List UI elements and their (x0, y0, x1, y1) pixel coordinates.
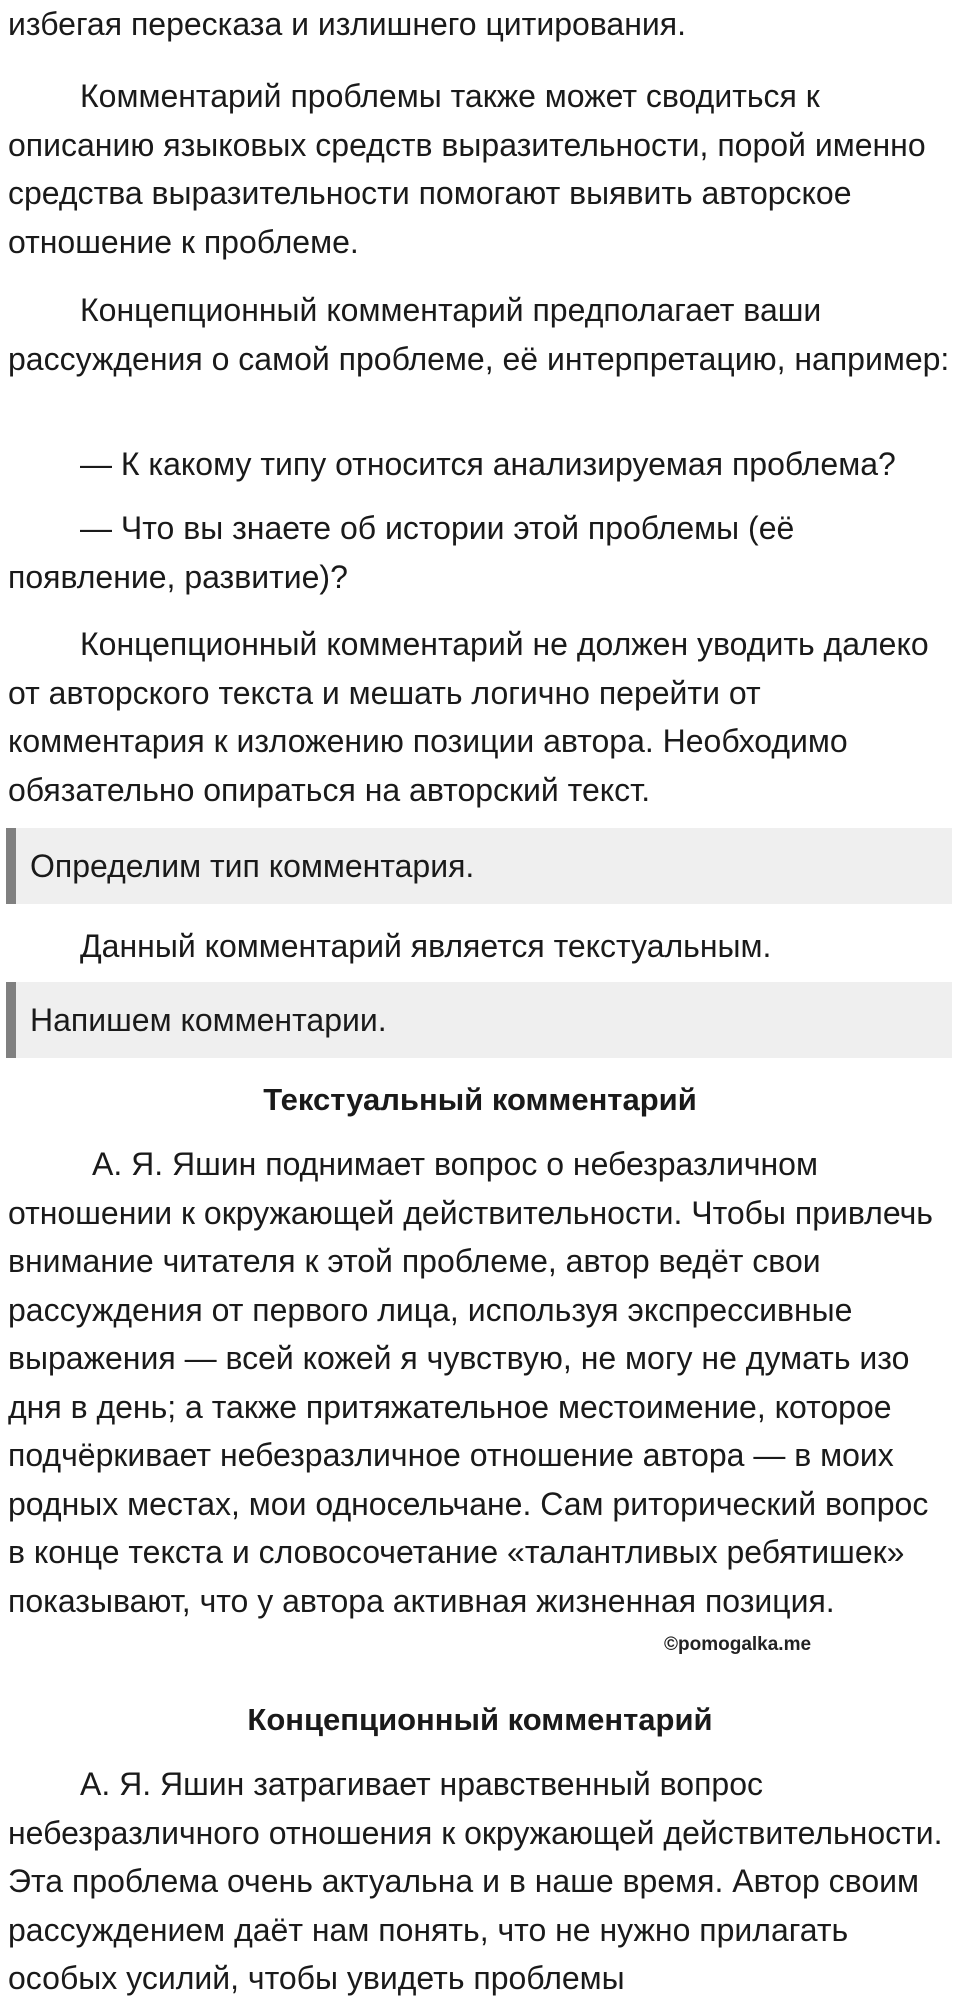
watermark: ©pomogalka.me (664, 1634, 812, 1655)
paragraph-textual-comment: А. Я. Яшин поднимает вопрос о небезразличном отношении к окружающей действительности. Чтобы привлечь внимание читателя к этой проблеме, автор ведёт свои рассуждения от первого лица, используя экспрессивные выражения — всей кожей я чувствую, не могу не думать изо дня в день; а также притяжательное местоимение, которое подчёркивает небезразличное отношение автора — в моих родных местах, мои односельчане. Сам риторический вопрос в конце текста и словосочетание «талантливых ребятишек» показывают, что у автора активная жизненная позиция. (8, 1146, 933, 1619)
list-item-question-history: — Что вы знаете об истории этой проблемы (её появление, развитие)? (8, 510, 795, 595)
heading-conceptual-comment: Концепционный комментарий (247, 1702, 713, 1737)
paragraph-intro-tail: избегая пересказа и излишнего цитирования. (8, 6, 686, 42)
paragraph-conceptual-comment: А. Я. Яшин затрагивает нравственный вопрос небезразличного отношения к окружающей действительности. Эта проблема очень актуальна и в наше время. Автор своим рассуждением даёт нам понять, что не нужно прилагать особых усилий, чтобы увидеть проблемы (8, 1766, 943, 1996)
callout-comment-type (6, 828, 952, 904)
paragraph-comment-is-textual: Данный комментарий является текстуальным. (80, 928, 772, 964)
heading-textual-comment: Текстуальный комментарий (263, 1082, 697, 1117)
list-item-question-type: — К какому типу относится анализируемая проблема? (80, 446, 896, 482)
paragraph-conceptual-rules: Концепционный комментарий не должен уводить далеко от авторского текста и мешать логично перейти от комментария к изложению позиции автора. Необходимо обязательно опираться на авторский текст. (8, 626, 929, 808)
callout-comment-type-text: Определим тип комментария. (30, 847, 475, 884)
callout-write-comments-text: Напишем комментарии. (30, 1001, 387, 1038)
paragraph-conceptual-definition: Концепционный комментарий предполагает ваши рассуждения о самой проблеме, её интерпретацию, например: (8, 292, 950, 377)
callout-write-comments (6, 982, 952, 1058)
paragraph-expressive-means: Комментарий проблемы также может сводиться к описанию языковых средств выразительности, порой именно средства выразительности помогают выявить авторское отношение к проблеме. (8, 78, 926, 260)
